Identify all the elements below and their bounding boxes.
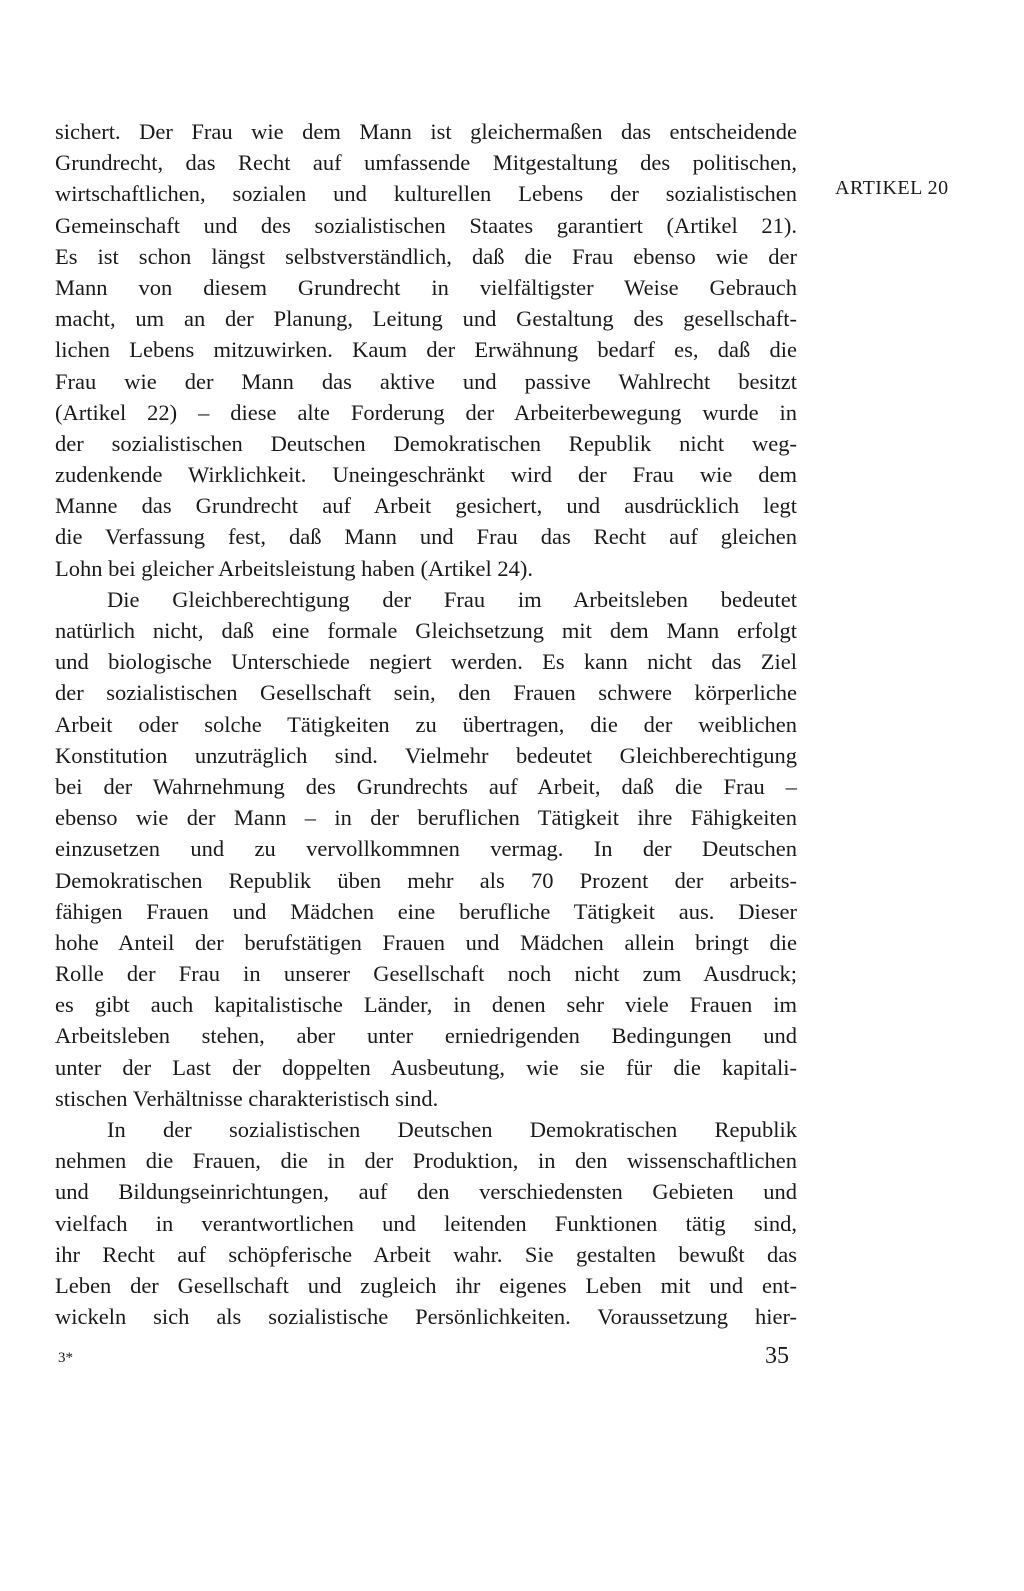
text-line: natürlich nicht, daß eine formale Gleichsetzung mit dem Mann erfolgt bbox=[55, 618, 797, 643]
paragraph bbox=[55, 584, 797, 1114]
text-line: (Artikel 22) – diese alte Forderung der Arbeiterbewegung wurde in bbox=[55, 399, 797, 425]
signature-mark: 3* bbox=[58, 1350, 73, 1366]
page-number: 35 bbox=[765, 1343, 789, 1369]
margin-note-article: ARTIKEL 20 bbox=[835, 177, 949, 199]
text-line: lichen Lebens mitzuwirken. Kaum der Erwähnung bedarf es, daß die bbox=[55, 337, 797, 363]
text-line: Arbeit oder solche Tätigkeiten zu übertragen, die der weiblichen bbox=[55, 711, 797, 737]
text-line: Lohn bei gleicher Arbeitsleistung haben (Artikel 24). bbox=[55, 555, 533, 581]
text-line: Arbeitsleben stehen, aber unter erniedrigenden Bedingungen und bbox=[55, 1023, 797, 1049]
text-line: ihr Recht auf schöpferische Arbeit wahr. Sie gestalten bewußt das bbox=[55, 1241, 797, 1267]
text-line: nehmen die Frauen, die in der Produktion, in den wissenschaftlichen bbox=[55, 1148, 797, 1174]
text-line: und Bildungseinrichtungen, auf den verschiedensten Gebieten und bbox=[55, 1179, 797, 1205]
text-line: es gibt auch kapitalistische Länder, in denen sehr viele Frauen im bbox=[55, 992, 797, 1018]
paragraph bbox=[55, 116, 797, 584]
text-line: fähigen Frauen und Mädchen eine berufliche Tätigkeit aus. Dieser bbox=[55, 898, 797, 924]
text-line: wickeln sich als sozialistische Persönlichkeiten. Voraussetzung hier- bbox=[55, 1304, 797, 1330]
text-line: macht, um an der Planung, Leitung und Gestaltung des gesellschaft- bbox=[55, 306, 797, 332]
text-line: Mann von diesem Grundrecht in vielfältigster Weise Gebrauch bbox=[55, 274, 797, 300]
text-line: der sozialistischen Gesellschaft sein, den Frauen schwere körperliche bbox=[55, 680, 797, 706]
text-line: bei der Wahrnehmung des Grundrechts auf Arbeit, daß die Frau – bbox=[55, 773, 797, 799]
text-line: Es ist schon längst selbstverständlich, daß die Frau ebenso wie der bbox=[55, 243, 797, 269]
text-line: ebenso wie der Mann – in der beruflichen Tätigkeit ihre Fähigkeiten bbox=[55, 805, 797, 831]
text-line: Demokratischen Republik üben mehr als 70 Prozent der arbeits- bbox=[55, 867, 797, 893]
paragraph bbox=[55, 1114, 797, 1332]
text-line: Rolle der Frau in unserer Gesellschaft noch nicht zum Ausdruck; bbox=[55, 961, 797, 987]
text-line: Frau wie der Mann das aktive und passive Wahlrecht besitzt bbox=[55, 368, 797, 394]
text-line: sichert. Der Frau wie dem Mann ist gleichermaßen das entscheidende bbox=[55, 119, 797, 144]
text-line: einzusetzen und zu vervollkommnen vermag. In der Deutschen bbox=[55, 836, 797, 862]
text-line: stischen Verhältnisse charakteristisch sind. bbox=[55, 1085, 439, 1111]
text-line: unter der Last der doppelten Ausbeutung, wie sie für die kapitali- bbox=[55, 1054, 797, 1080]
text-line: In der sozialistischen Deutschen Demokratischen Republik bbox=[107, 1117, 797, 1142]
text-line: Konstitution unzuträglich sind. Vielmehr bedeutet Gleichberechtigung bbox=[55, 742, 797, 768]
text-line: und biologische Unterschiede negiert werden. Es kann nicht das Ziel bbox=[55, 649, 797, 675]
text-line: Leben der Gesellschaft und zugleich ihr eigenes Leben mit und ent- bbox=[55, 1272, 797, 1298]
text-line: wirtschaftlichen, sozialen und kulturellen Lebens der sozialistischen bbox=[55, 181, 797, 207]
text-line: Grundrecht, das Recht auf umfassende Mitgestaltung des politischen, bbox=[55, 150, 797, 176]
text-line: hohe Anteil der berufstätigen Frauen und Mädchen allein bringt die bbox=[55, 929, 797, 955]
text-line: Die Gleichberechtigung der Frau im Arbeitsleben bedeutet bbox=[107, 586, 797, 612]
text-line: Manne das Grundrecht auf Arbeit gesichert, und ausdrücklich legt bbox=[55, 493, 797, 519]
text-line: der sozialistischen Deutschen Demokratischen Republik nicht weg- bbox=[55, 430, 797, 456]
text-line: Gemeinschaft und des sozialistischen Staates garantiert (Artikel 21). bbox=[55, 212, 797, 238]
text-line: die Verfassung fest, daß Mann und Frau das Recht auf gleichen bbox=[55, 524, 797, 550]
text-line: vielfach in verantwortlichen und leitenden Funktionen tätig sind, bbox=[55, 1210, 797, 1236]
body-text bbox=[55, 116, 797, 1332]
text-line: zudenkende Wirklichkeit. Uneingeschränkt wird der Frau wie dem bbox=[55, 462, 797, 488]
